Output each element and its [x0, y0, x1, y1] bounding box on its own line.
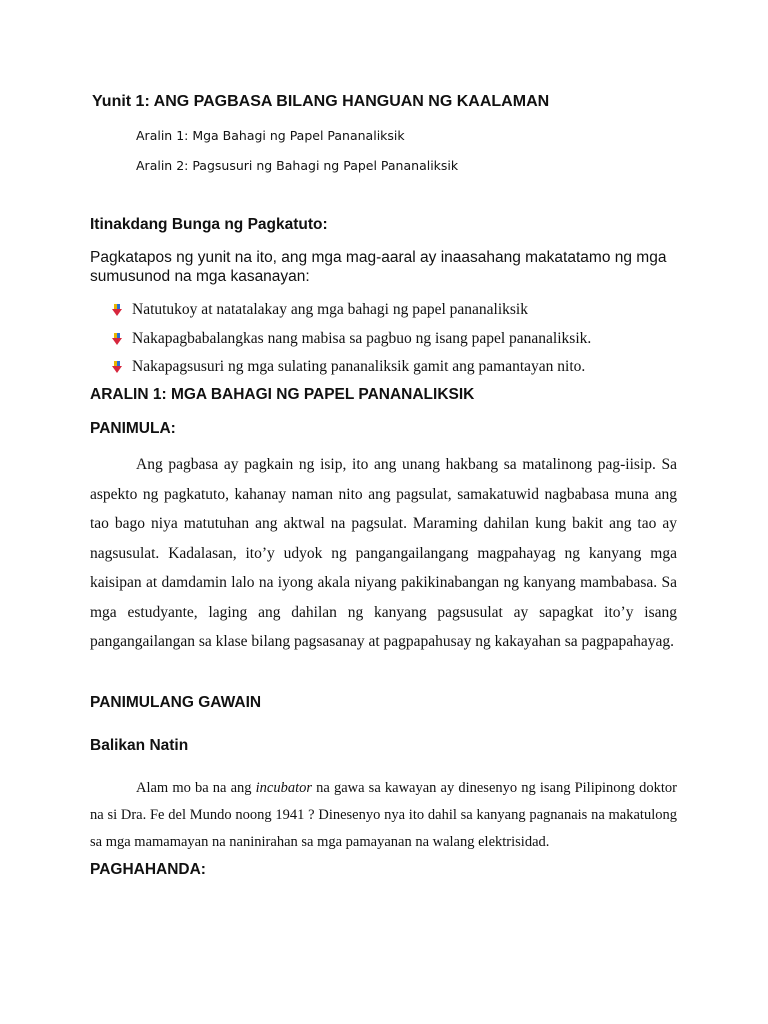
panimula-text: Ang pagbasa ay pagkain ng isip, ito ang unang hakbang sa matalinong pag-iisip. Sa aspekto ng pagkatuto, kahanay naman nito ang pagsulat, samakatuwid nagbabasa muna ang tao bago niya matutuhan ang aktwal na pagsulat. Maraming dahilan kung bakit ang tao ay nagsusulat. Kadalasan, ito’y udyok ng pangangailangang magpahayag ng kanyang mga kaisipan at damdamin lalo na iyong akala niyang pakikinabangan ng kanyang mambabasa. Sa mga estudyante, laging ang dahilan ng kanyang pagsusulat ay sapagkat ito’y isang pangangailangan sa klase bilang pagsasanay at pagpapahusay ng kakayahan sa pagpapahayag. — [90, 456, 677, 650]
outcomes-heading: Itinakdang Bunga ng Pagkatuto: — [90, 216, 328, 233]
balikan-text-before: Alam mo ba na ang — [136, 780, 256, 796]
list-item — [112, 353, 591, 382]
gawain-heading: PANIMULANG GAWAIN — [90, 694, 262, 711]
list-item — [112, 325, 591, 354]
lesson-1-title: Aralin 1: Mga Bahagi ng Papel Pananaliksik — [136, 128, 405, 143]
balikan-heading: Balikan Natin — [90, 737, 189, 754]
outcome-text: Nakapagsusuri ng mga sulating pananaliksik gamit ang pamantayan nito. — [132, 358, 586, 376]
balikan-text-after: na gawa sa kawayan ay dinesenyo ng isang Pilipinong doktor na si Dra. Fe del Mundo noong 1941 ? Dinesenyo nya ito dahil sa kanyang pagnanais na makatulong sa mga mamamayan na naninirahan sa mga pamayanan na walang elektrisidad. — [90, 780, 677, 850]
arrow-down-bullet-icon — [112, 361, 122, 373]
arrow-down-bullet-icon — [112, 304, 122, 316]
balikan-paragraph — [90, 775, 677, 856]
panimula-paragraph — [90, 450, 677, 657]
outcome-text: Natutukoy at natatalakay ang mga bahagi ng papel pananaliksik — [132, 301, 528, 319]
incubator-emphasis: incubator — [255, 780, 313, 796]
unit-heading: Yunit 1: ANG PAGBASA BILANG HANGUAN NG KAALAMAN — [92, 93, 550, 110]
outcomes-list — [112, 296, 591, 382]
outcome-text: Nakapagbabalangkas nang mabisa sa pagbuo ng isang papel pananaliksik. — [132, 329, 592, 347]
panimula-heading: PANIMULA: — [90, 420, 176, 437]
lesson-2-title: Aralin 2: Pagsusuri ng Bahagi ng Papel Pananaliksik — [136, 158, 459, 173]
paghahanda-heading: PAGHAHANDA: — [90, 861, 206, 878]
list-item — [112, 296, 591, 325]
outcomes-intro: Pagkatapos ng yunit na ito, ang mga mag-aaral ay inaasahang makatatamo ng mga sumusunod na mga kasanayan: — [90, 249, 667, 285]
lesson-1-heading: ARALIN 1: MGA BAHAGI NG PAPEL PANANALIKSIK — [90, 386, 475, 403]
arrow-down-bullet-icon — [112, 333, 122, 345]
